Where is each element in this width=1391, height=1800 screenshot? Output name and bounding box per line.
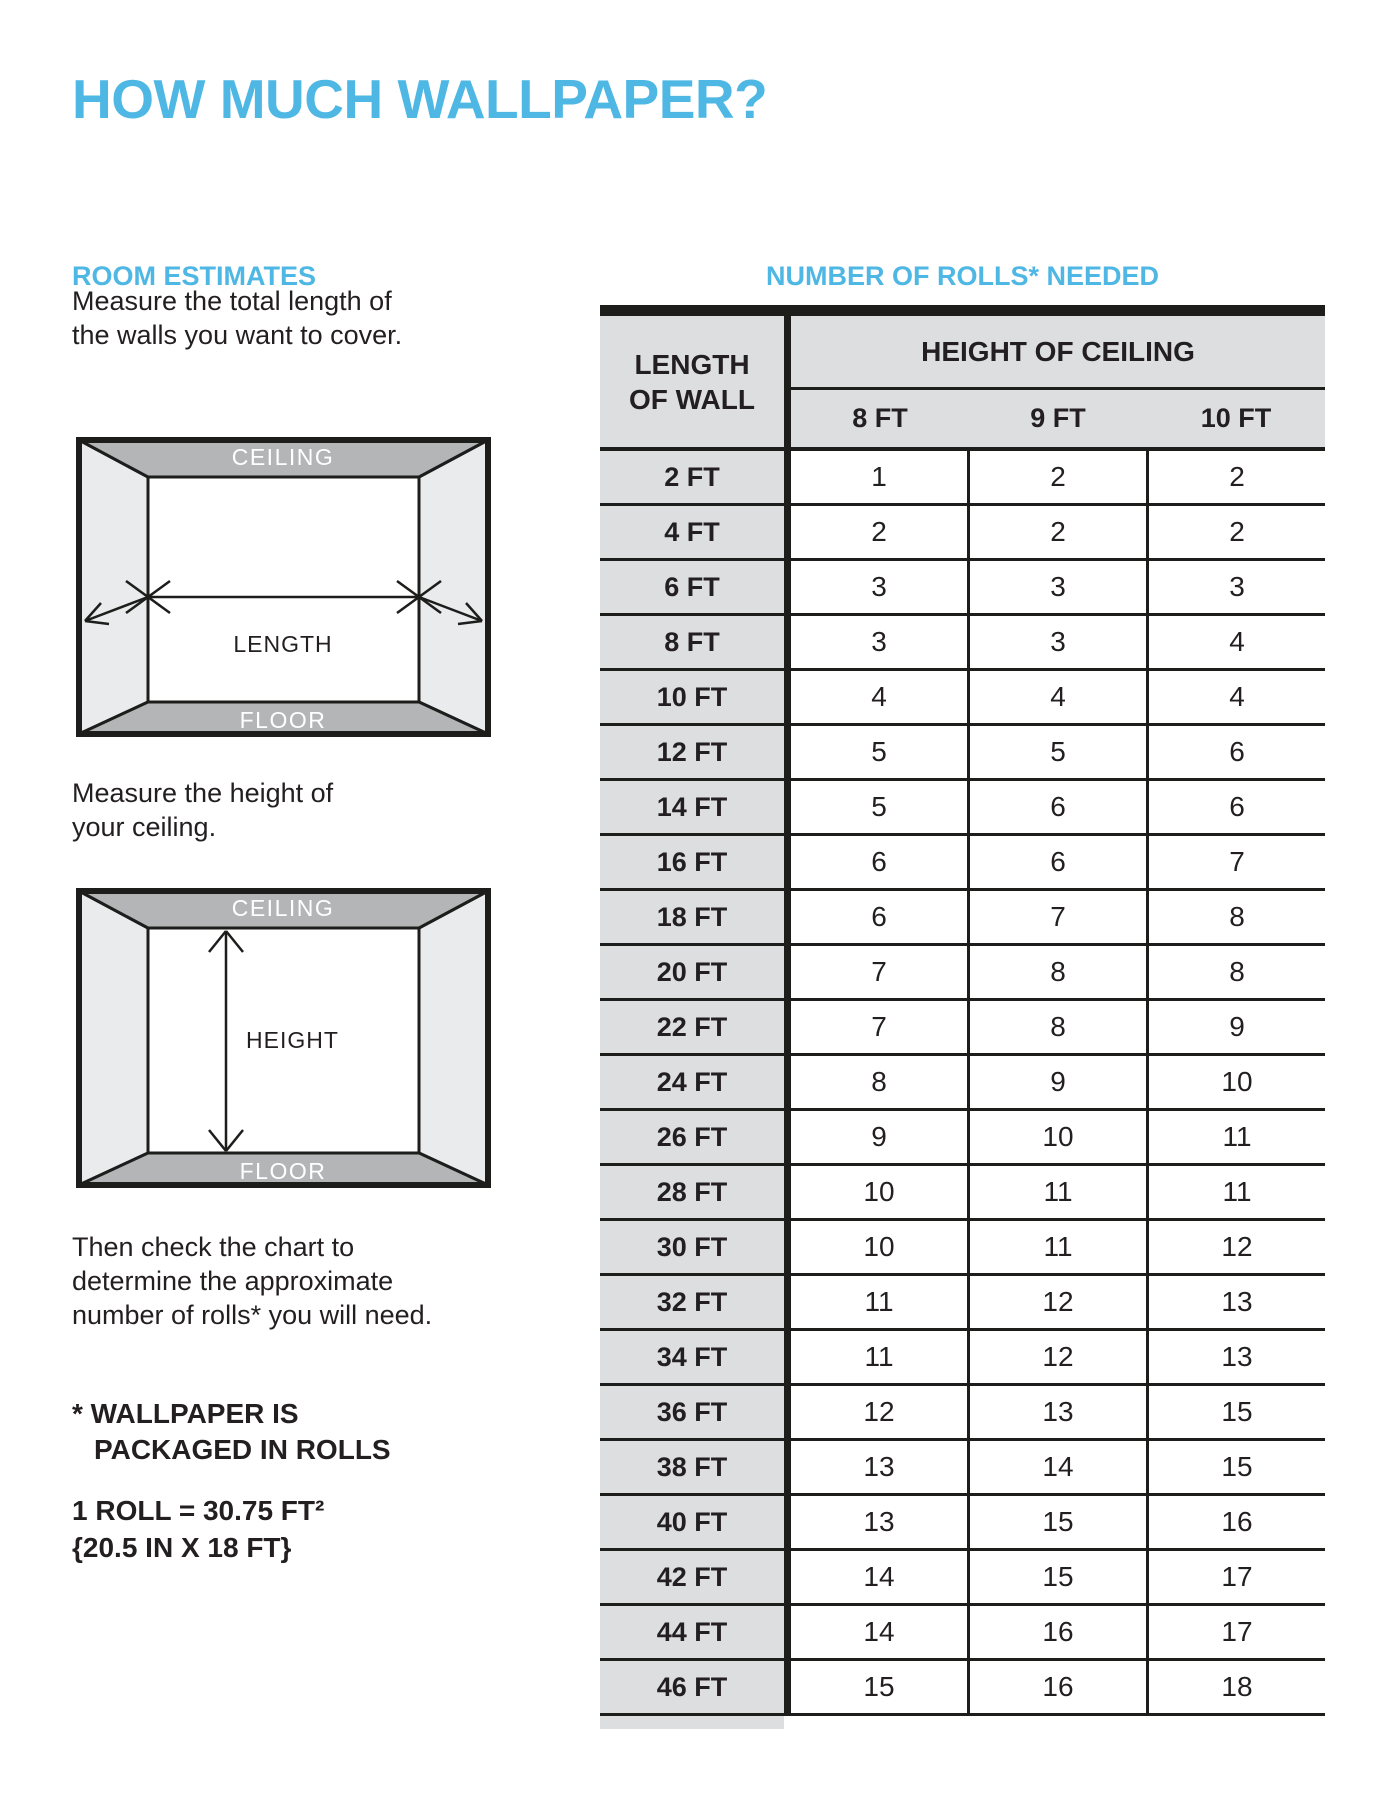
table-row — [600, 671, 1325, 726]
cell-rolls-10ft: 13 — [1149, 1276, 1325, 1328]
row-label-wall-length: 8 FT — [600, 616, 791, 668]
cell-rolls-10ft: 4 — [1149, 616, 1325, 668]
table-row — [600, 1441, 1325, 1496]
cell-rolls-10ft: 8 — [1149, 891, 1325, 943]
column-headers-row — [791, 390, 1325, 447]
cell-rolls-9ft: 2 — [970, 451, 1149, 503]
cell-rolls-9ft: 10 — [970, 1111, 1149, 1163]
cell-rolls-9ft: 15 — [970, 1551, 1149, 1603]
height-of-ceiling-header: HEIGHT OF CEILING — [791, 316, 1325, 390]
floor-label: FLOOR — [239, 707, 327, 733]
cell-rolls-8ft: 13 — [791, 1496, 970, 1548]
height-label: HEIGHT — [246, 1027, 339, 1053]
header-line: LENGTH — [634, 348, 750, 380]
cell-rolls-8ft: 11 — [791, 1331, 970, 1383]
table-row — [600, 1496, 1325, 1551]
cell-rolls-9ft: 14 — [970, 1441, 1149, 1493]
cell-rolls-9ft: 3 — [970, 616, 1149, 668]
cell-rolls-9ft: 3 — [970, 561, 1149, 613]
table-row — [600, 1166, 1325, 1221]
table-row — [600, 1056, 1325, 1111]
cell-rolls-10ft: 12 — [1149, 1221, 1325, 1273]
cell-rolls-8ft: 2 — [791, 506, 970, 558]
row-label-wall-length: 30 FT — [600, 1221, 791, 1273]
paragraph-line: Then check the chart to — [72, 1232, 355, 1262]
cell-rolls-10ft: 15 — [1149, 1441, 1325, 1493]
table-row — [600, 946, 1325, 1001]
cell-rolls-8ft: 4 — [791, 671, 970, 723]
cell-rolls-8ft: 1 — [791, 451, 970, 503]
left-wall-face — [79, 891, 148, 1185]
cell-rolls-10ft: 15 — [1149, 1386, 1325, 1438]
cell-rolls-8ft: 9 — [791, 1111, 970, 1163]
row-label-wall-length: 14 FT — [600, 781, 791, 833]
cell-rolls-10ft: 17 — [1149, 1551, 1325, 1603]
row-label-wall-length: 4 FT — [600, 506, 791, 558]
cell-rolls-8ft: 3 — [791, 616, 970, 668]
back-wall-face — [148, 477, 419, 702]
length-of-wall-header — [600, 316, 791, 447]
cell-rolls-9ft: 9 — [970, 1056, 1149, 1108]
floor-label: FLOOR — [239, 1158, 327, 1184]
row-label-wall-length: 6 FT — [600, 561, 791, 613]
paragraph-line: the walls you want to cover. — [72, 320, 403, 350]
row-label-wall-length: 12 FT — [600, 726, 791, 778]
cell-rolls-9ft: 6 — [970, 781, 1149, 833]
table-row — [600, 1606, 1325, 1661]
cell-rolls-9ft: 8 — [970, 946, 1149, 998]
cell-rolls-10ft: 2 — [1149, 451, 1325, 503]
roll-size-info — [72, 1492, 324, 1566]
cell-rolls-8ft: 8 — [791, 1056, 970, 1108]
roll-size-line: {20.5 IN X 18 FT} — [72, 1532, 292, 1563]
cell-rolls-9ft: 11 — [970, 1166, 1149, 1218]
cell-rolls-9ft: 12 — [970, 1331, 1149, 1383]
cell-rolls-10ft: 16 — [1149, 1496, 1325, 1548]
cell-rolls-9ft: 16 — [970, 1661, 1149, 1713]
table-row — [600, 1386, 1325, 1441]
row-label-wall-length: 36 FT — [600, 1386, 791, 1438]
cell-rolls-10ft: 9 — [1149, 1001, 1325, 1053]
table-footer-stub — [600, 1716, 784, 1729]
cell-rolls-9ft: 16 — [970, 1606, 1149, 1658]
cell-rolls-8ft: 10 — [791, 1221, 970, 1273]
row-label-wall-length: 20 FT — [600, 946, 791, 998]
rolls-needed-heading: NUMBER OF ROLLS* NEEDED — [765, 261, 1160, 291]
cell-rolls-10ft: 18 — [1149, 1661, 1325, 1713]
table-row — [600, 451, 1325, 506]
cell-rolls-9ft: 4 — [970, 671, 1149, 723]
cell-rolls-8ft: 13 — [791, 1441, 970, 1493]
table-row — [600, 616, 1325, 671]
table-row — [600, 506, 1325, 561]
ceiling-label: CEILING — [231, 895, 335, 921]
table-row — [600, 836, 1325, 891]
cell-rolls-8ft: 14 — [791, 1606, 970, 1658]
right-wall-face — [419, 440, 488, 734]
ceiling-header-area — [791, 316, 1325, 447]
row-label-wall-length: 28 FT — [600, 1166, 791, 1218]
cell-rolls-10ft: 3 — [1149, 561, 1325, 613]
cell-rolls-10ft: 17 — [1149, 1606, 1325, 1658]
cell-rolls-9ft: 6 — [970, 836, 1149, 888]
cell-rolls-9ft: 2 — [970, 506, 1149, 558]
paragraph-line: Measure the height of — [72, 778, 334, 808]
table-row — [600, 1551, 1325, 1606]
cell-rolls-10ft: 8 — [1149, 946, 1325, 998]
cell-rolls-9ft: 11 — [970, 1221, 1149, 1273]
table-header — [600, 316, 1325, 451]
cell-rolls-8ft: 6 — [791, 891, 970, 943]
footnote-line: PACKAGED IN ROLLS — [94, 1434, 391, 1465]
cell-rolls-10ft: 13 — [1149, 1331, 1325, 1383]
page-title: HOW MUCH WALLPAPER? — [72, 68, 768, 130]
cell-rolls-10ft: 2 — [1149, 506, 1325, 558]
room-estimates-heading: ROOM ESTIMATES — [72, 261, 317, 291]
cell-rolls-8ft: 15 — [791, 1661, 970, 1713]
table-row — [600, 726, 1325, 781]
room-height-diagram — [76, 888, 491, 1188]
footnote-line: * WALLPAPER IS — [72, 1398, 299, 1429]
row-label-wall-length: 26 FT — [600, 1111, 791, 1163]
row-label-wall-length: 16 FT — [600, 836, 791, 888]
check-chart-paragraph — [72, 1230, 432, 1332]
row-label-wall-length: 10 FT — [600, 671, 791, 723]
cell-rolls-10ft: 11 — [1149, 1166, 1325, 1218]
table-row — [600, 1661, 1325, 1716]
cell-rolls-8ft: 7 — [791, 946, 970, 998]
row-label-wall-length: 18 FT — [600, 891, 791, 943]
cell-rolls-9ft: 7 — [970, 891, 1149, 943]
row-label-wall-length: 34 FT — [600, 1331, 791, 1383]
cell-rolls-9ft: 12 — [970, 1276, 1149, 1328]
paragraph-line: determine the approximate — [72, 1266, 394, 1296]
column-header-8ft: 8 FT — [852, 403, 908, 433]
cell-rolls-10ft: 4 — [1149, 671, 1325, 723]
rolls-footnote — [72, 1396, 391, 1468]
cell-rolls-8ft: 5 — [791, 781, 970, 833]
table-row — [600, 781, 1325, 836]
table-row — [600, 1331, 1325, 1386]
cell-rolls-8ft: 14 — [791, 1551, 970, 1603]
cell-rolls-8ft: 7 — [791, 1001, 970, 1053]
roll-size-line: 1 ROLL = 30.75 FT² — [72, 1495, 325, 1526]
row-label-wall-length: 32 FT — [600, 1276, 791, 1328]
cell-rolls-8ft: 5 — [791, 726, 970, 778]
room-perspective — [79, 440, 488, 734]
ceiling-label: CEILING — [231, 444, 335, 470]
left-wall-face — [79, 440, 148, 734]
row-label-wall-length: 2 FT — [600, 451, 791, 503]
cell-rolls-8ft: 11 — [791, 1276, 970, 1328]
table-row — [600, 561, 1325, 616]
length-label: LENGTH — [233, 631, 333, 657]
table-row — [600, 1111, 1325, 1166]
cell-rolls-10ft: 6 — [1149, 781, 1325, 833]
cell-rolls-10ft: 6 — [1149, 726, 1325, 778]
cell-rolls-9ft: 13 — [970, 1386, 1149, 1438]
rolls-table — [600, 305, 1325, 1729]
row-label-wall-length: 22 FT — [600, 1001, 791, 1053]
measure-length-paragraph — [72, 284, 402, 352]
row-label-wall-length: 38 FT — [600, 1441, 791, 1493]
right-wall-face — [419, 891, 488, 1185]
cell-rolls-8ft: 10 — [791, 1166, 970, 1218]
cell-rolls-8ft: 3 — [791, 561, 970, 613]
paragraph-line: Measure the total length of — [72, 286, 392, 316]
header-line: OF WALL — [629, 383, 755, 415]
cell-rolls-8ft: 6 — [791, 836, 970, 888]
row-label-wall-length: 44 FT — [600, 1606, 791, 1658]
column-header-9ft: 9 FT — [1030, 403, 1086, 433]
row-label-wall-length: 42 FT — [600, 1551, 791, 1603]
cell-rolls-10ft: 10 — [1149, 1056, 1325, 1108]
row-label-wall-length: 46 FT — [600, 1661, 791, 1713]
measure-height-paragraph — [72, 776, 333, 844]
paragraph-line: number of rolls* you will need. — [72, 1300, 433, 1330]
table-row — [600, 1221, 1325, 1276]
room-length-diagram — [76, 437, 491, 737]
cell-rolls-10ft: 7 — [1149, 836, 1325, 888]
table-row — [600, 1276, 1325, 1331]
table-body — [600, 451, 1325, 1716]
column-header-10ft: 10 FT — [1200, 403, 1272, 433]
cell-rolls-9ft: 8 — [970, 1001, 1149, 1053]
cell-rolls-9ft: 15 — [970, 1496, 1149, 1548]
table-row — [600, 891, 1325, 946]
cell-rolls-9ft: 5 — [970, 726, 1149, 778]
row-label-wall-length: 40 FT — [600, 1496, 791, 1548]
cell-rolls-10ft: 11 — [1149, 1111, 1325, 1163]
table-row — [600, 1001, 1325, 1056]
paragraph-line: your ceiling. — [72, 812, 217, 842]
row-label-wall-length: 24 FT — [600, 1056, 791, 1108]
cell-rolls-8ft: 12 — [791, 1386, 970, 1438]
